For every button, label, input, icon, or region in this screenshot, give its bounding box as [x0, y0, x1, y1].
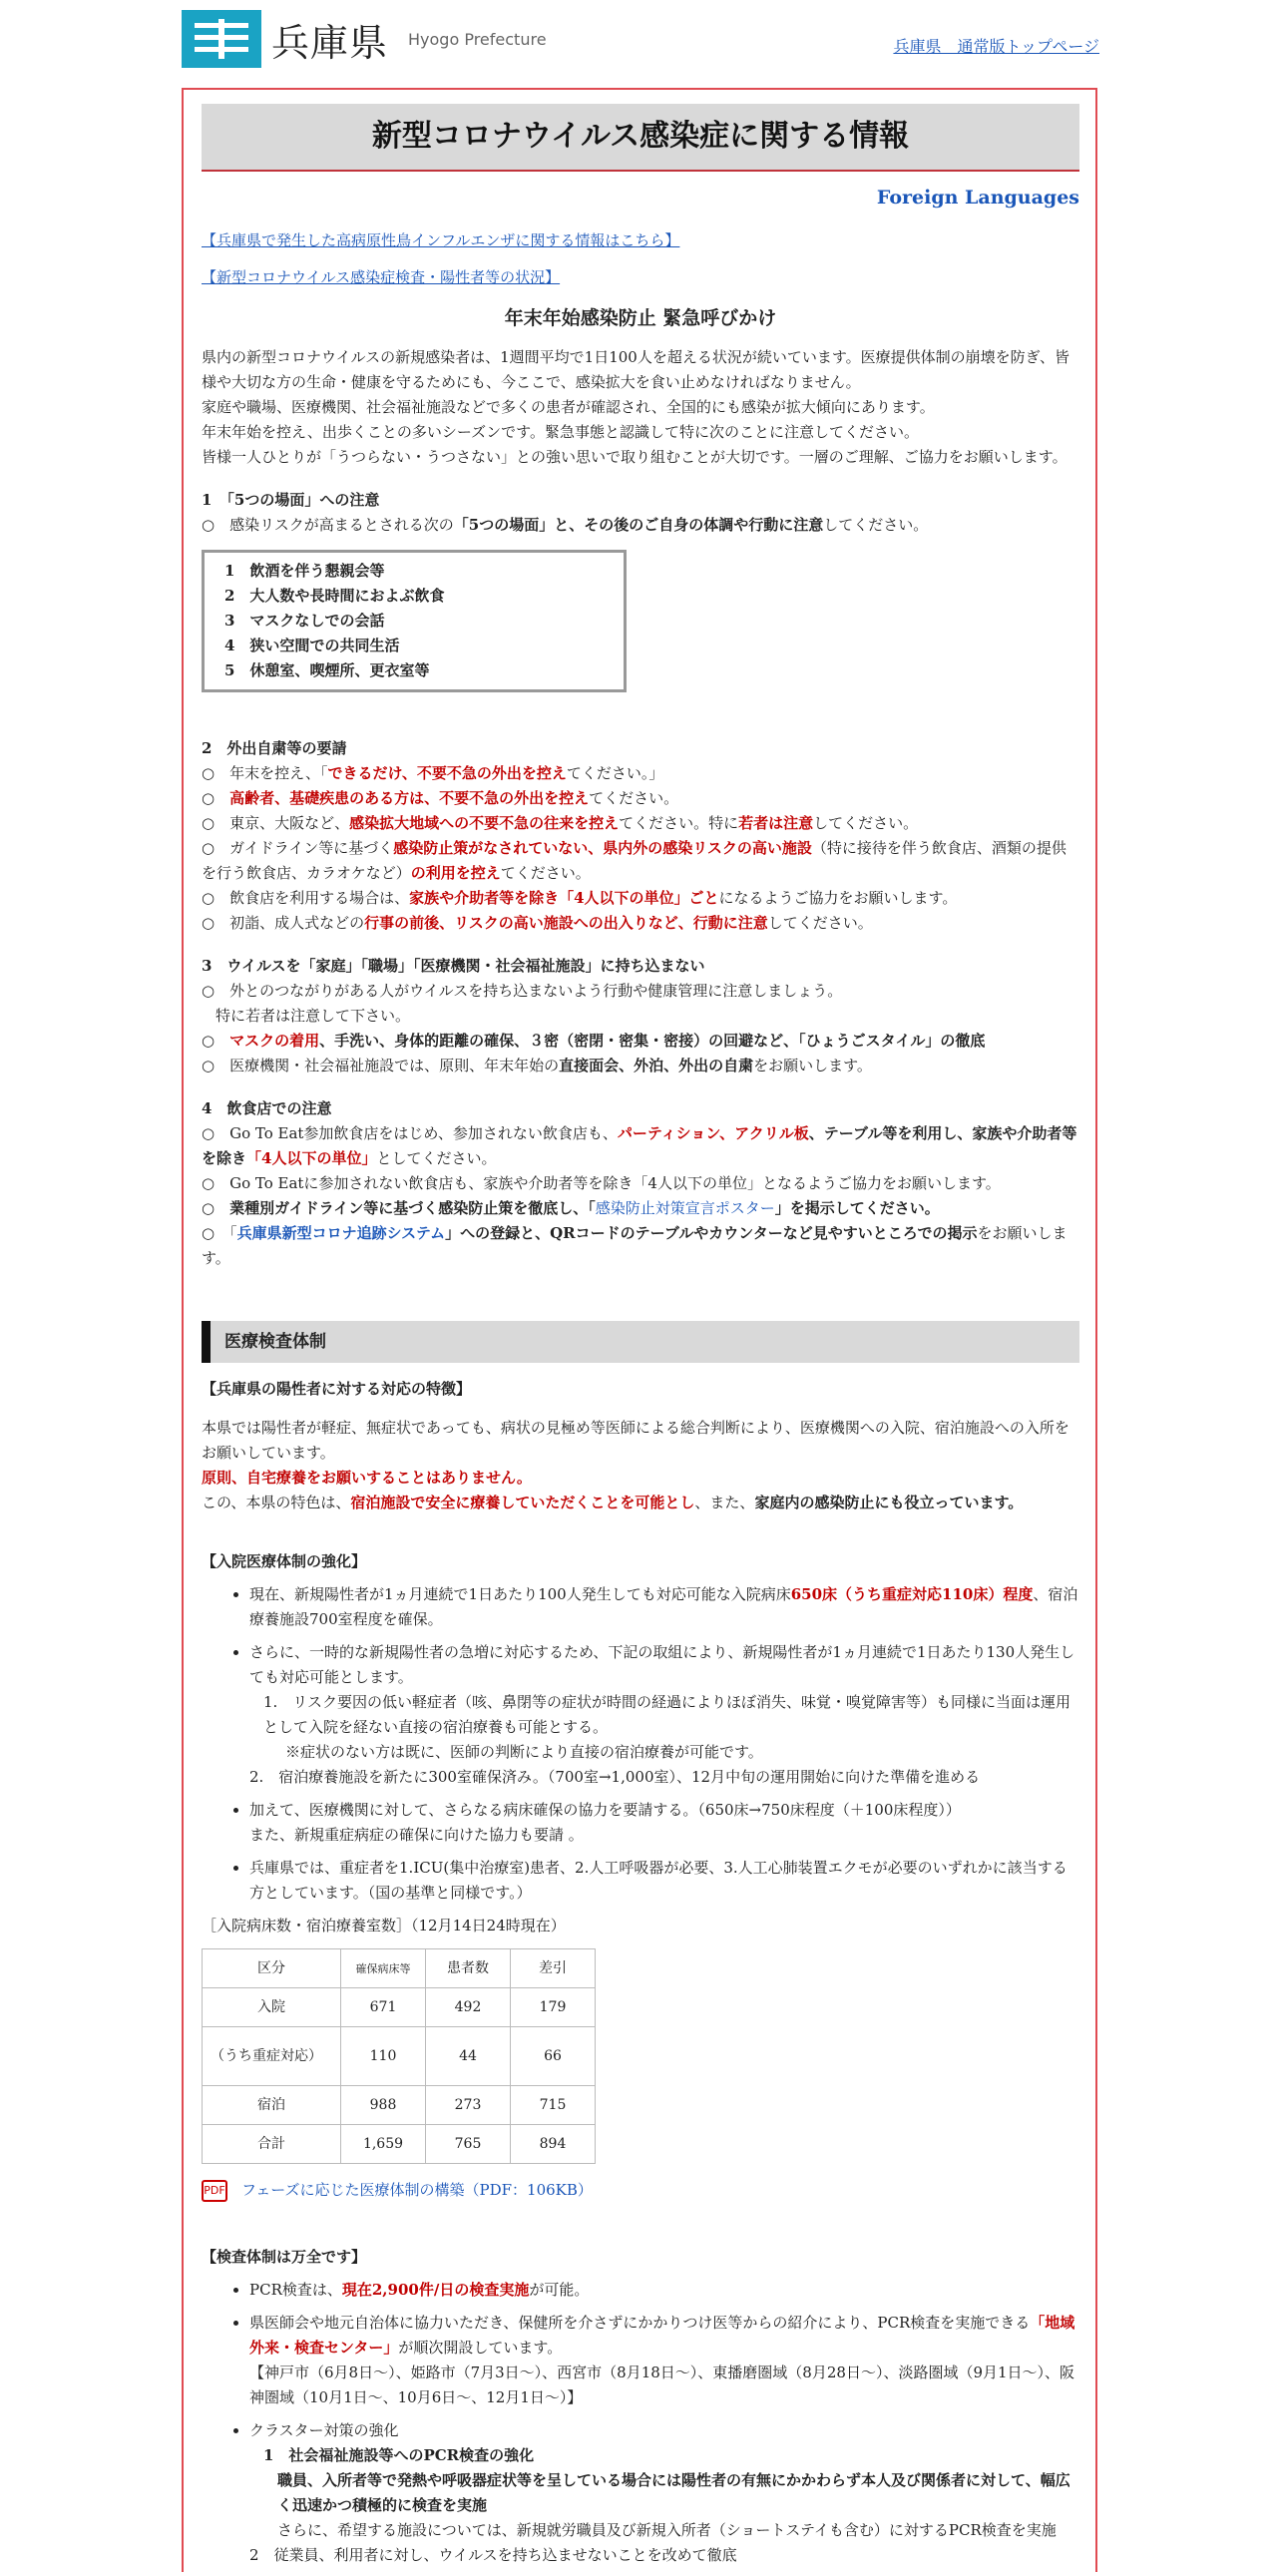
appeal-heading: 年末年始感染防止 緊急呼びかけ	[504, 307, 777, 329]
pdf-link-row[interactable]	[202, 2178, 1079, 2203]
intro-para-3: 年末年始を控え、出歩くことの多いシーズンです。緊急事態と認識して特に次のことに注意してください。	[202, 423, 919, 441]
s2-line: ○ 年末を控え、「できるだけ、不要不急の外出を控えてください。」	[202, 764, 664, 782]
features-title: 【兵庫県の陽性者に対する対応の特徴】	[202, 1380, 472, 1398]
testing-list	[202, 2278, 1079, 2568]
table-row: 入院 671 492 179	[203, 1988, 596, 2027]
table-caption: ［入院病床数・宿泊療養室数］（12月14日24時現在）	[202, 1917, 566, 1934]
intro-para-1: 県内の新型コロナウイルスの新規感染者は、1週間平均で1日100人を超える状況が続いています。医療提供体制の崩壊を防ぎ、皆様や大切な方の生命・健康を守るためにも、今ここで、感染拡大を食い止めなければなりません。	[202, 348, 1070, 391]
s4-line: ○ Go To Eatに参加されない飲食店も、家族や介助者等を除き「4人以下の単位」となるようご協力をお願いします。	[202, 1174, 1001, 1192]
list-item: • PCR検査は、現在2,900件/日の検査実施が可能。	[249, 2278, 1079, 2303]
s2-line: ○ 高齢者、基礎疾患のある方は、不要不急の外出を控えてください。	[202, 789, 679, 807]
s2-line: ○ ガイドライン等に基づく感染防止策がなされていない、県内外の感染リスクの高い施設（特に接待を伴う飲食店、酒類の提供を行う飲食店、カラオケなど）の利用を控えてください。	[202, 839, 1067, 882]
s4-line: ○ Go To Eat参加飲食店をはじめ、参加されない飲食店も、パーティション、アクリル板、テーブル等を利用し、家族や介助者等を除き「4人以下の単位」としてください。	[202, 1124, 1077, 1167]
intro-para-4: 皆様一人ひとりが「うつらない・うつさない」との強い思いで取り組むことが大切です。一層のご理解、ご協力をお願いします。	[202, 448, 1068, 466]
section-1-title: 1 「5つの場面」への注意	[202, 491, 380, 509]
pdf-icon: PDF	[202, 2180, 227, 2202]
logo-text-ja: 兵庫県	[271, 20, 389, 65]
features-para: 原則、自宅療養をお願いすることはありません。	[202, 1469, 532, 1487]
s3-line: 特に若者は注意して下さい。	[215, 1007, 411, 1025]
logo-text-en: Hyogo Prefecture	[408, 29, 547, 49]
table-header-row	[203, 1949, 596, 1988]
standard-top-link[interactable]: 兵庫県 通常版トップページ	[893, 37, 1099, 56]
site-logo[interactable]	[182, 10, 547, 68]
prefecture-emblem-icon	[182, 10, 261, 68]
hospital-list	[202, 1582, 1079, 1906]
hospital-title: 【入院医療体制の強化】	[202, 1552, 367, 1570]
site-header	[0, 0, 1281, 80]
table-header-cell: 確保病床等	[341, 1949, 426, 1988]
s2-line: ○ 東京、大阪など、感染拡大地域への不要不急の往来を控えてください。特に若者は注意してください。	[202, 814, 919, 832]
table-row: 宿泊 988 273 715	[203, 2086, 596, 2125]
status-link[interactable]: 【新型コロナウイルス感染症検査・陽性者等の状況】	[202, 268, 561, 286]
testing-title: 【検査体制は万全です】	[202, 2248, 367, 2266]
foreign-languages-link[interactable]: Foreign Languages	[876, 187, 1079, 209]
phase-pdf-link[interactable]: フェーズに応じた医療体制の構築（PDF：106KB）	[241, 2181, 593, 2199]
scene-item: 5 休憩室、喫煙所、更衣室等	[224, 661, 430, 679]
table-row: （うち重症対応） 110 44 66	[203, 2027, 596, 2086]
section-1-lead: ○ 感染リスクが高まるとされる次の「5つの場面」と、その後のご自身の体調や行動に注意してください。	[202, 516, 929, 534]
section-2-title: 2 外出自粛等の要請	[202, 739, 347, 757]
intro-para-2: 家庭や職場、医療機関、社会福祉施設などで多くの患者が確認され、全国的にも感染が拡大傾向にあります。	[202, 398, 935, 416]
list-item: • 加えて、医療機関に対して、さらなる病床確保の協力を要請する。（650床→750床程度（＋100床程度）） また、新規重症病症の確保に向けた協力も要請 。	[249, 1798, 1079, 1848]
scene-item: 1 飲酒を伴う懇親会等	[224, 562, 385, 580]
table-header-cell: 患者数	[426, 1949, 511, 1988]
list-item: • 現在、新規陽性者が1ヵ月連続で1日あたり100人発生しても対応可能な入院病床650床（うち重症対応110床）程度、宿泊療養施設700室程度を確保。	[249, 1582, 1079, 1632]
tracking-system-link[interactable]: 兵庫県新型コロナ追跡システム	[236, 1224, 446, 1242]
features-para: この、本県の特色は、宿泊施設で安全に療養していただくことを可能とし、また、家庭内の感染防止にも役立っています。	[202, 1494, 1024, 1511]
bird-flu-link[interactable]: 【兵庫県で発生した高病原性鳥インフルエンザに関する情報はこちら】	[202, 231, 680, 249]
list-item: • さらに、一時的な新規陽性者の急増に対応するため、下記の取組により、新規陽性者が1ヵ月連続で1日あたり130人発生しても対応可能とします。 1. リスク要因の低い軽症者（咳、鼻閉等の症状が時間の経過によりほぼ消失、味覚・嗅覚障害等）も同様に当面は運用として入院を経ない直接の宿泊療養も可能とする。 ※症状のない方は既に、医師の判断により直接の宿泊療養が可能です。 2. 宿泊療養施設を新たに300室確保済み。（700室→1,000室）、12月中旬の運用開始に向けた準備を進める	[249, 1640, 1079, 1790]
list-item: • クラスター対策の強化 1 社会福祉施設等へのPCR検査の強化 職員、入所者等で発熱や呼吸器症状等を呈している場合には陽性者の有無にかかわらず本人及び関係者に対して、幅広く迅速かつ積極的に検査を実施 さらに、希望する施設については、新規就労職員及び新規入所者（ショートステイも含む）に対するPCR検査を実施 2 従業員、利用者に対し、ウイルスを持ち込ませないことを改めて徹底	[249, 2418, 1079, 2568]
medical-section-band: 医療検査体制	[202, 1321, 1079, 1363]
scene-item: 4 狭い空間での共同生活	[224, 637, 400, 654]
s2-line: ○ 飲食店を利用する場合は、家族や介助者等を除き「4人以下の単位」ごとになるようご協力をお願いします。	[202, 889, 958, 907]
section-4-title: 4 飲食店での注意	[202, 1099, 332, 1117]
poster-link[interactable]: 感染防止対策宣言ポスター	[595, 1199, 775, 1217]
s2-line: ○ 初詣、成人式などの行事の前後、リスクの高い施設への出入りなど、行動に注意してください。	[202, 914, 873, 932]
s3-line: ○ マスクの着用、手洗い、身体的距離の確保、３密（密閉・密集・密接）の回避など、「ひょうごスタイル」の徹底	[202, 1032, 986, 1050]
s4-line: ○ 「兵庫県新型コロナ追跡システム」への登録と、QRコードのテーブルやカウンターなど見やすいところでの掲示をお願いします。	[202, 1224, 1068, 1267]
s3-line: ○ 外とのつながりがある人がウイルスを持ち込まないよう行動や健康管理に注意しましょう。	[202, 982, 843, 1000]
content-frame	[182, 88, 1097, 2572]
table-header-cell: 区分	[203, 1949, 341, 1988]
section-3-title: 3 ウイルスを「家庭」「職場」「医療機関・社会福祉施設」に持ち込まない	[202, 957, 705, 975]
page-title: 新型コロナウイルス感染症に関する情報	[202, 104, 1079, 172]
list-item: • 兵庫県では、重症者を1.ICU(集中治療室)患者、2.人工呼吸器が必要、3.人工心肺装置エクモが必要のいずれかに該当する方としています。（国の基準と同様です。）	[249, 1856, 1079, 1906]
table-row: 合計 1,659 765 894	[203, 2125, 596, 2164]
list-item: • 県医師会や地元自治体に協力いただき、保健所を介さずにかかりつけ医等からの紹介により、PCR検査を実施できる「地域外来・検査センター」が順次開設しています。 【神戸市（6月8日～）、姫路市（7月3日～）、西宮市（8月18日～）、東播磨圏域（8月28日～）、淡路圏域（9月1日～）、阪神圏域（10月1日～、10月6日～、12月1日～）】	[249, 2311, 1079, 2410]
bed-table	[202, 1948, 596, 2164]
features-para: 本県では陽性者が軽症、無症状であっても、病状の見極め等医師による総合判断により、医療機関への入院、宿泊施設への入所をお願いしています。	[202, 1419, 1069, 1462]
five-scenes-box	[202, 550, 627, 692]
scene-item: 2 大人数や長時間におよぶ飲食	[224, 587, 445, 605]
table-header-cell: 差引	[511, 1949, 596, 1988]
scene-item: 3 マスクなしでの会話	[224, 612, 385, 630]
s3-line: ○ 医療機関・社会福祉施設では、原則、年末年始の直接面会、外泊、外出の自粛をお願いします。	[202, 1057, 872, 1074]
s4-line: ○ 業種別ガイドライン等に基づく感染防止策を徹底し、「感染防止対策宣言ポスター」を掲示してください。	[202, 1199, 940, 1217]
